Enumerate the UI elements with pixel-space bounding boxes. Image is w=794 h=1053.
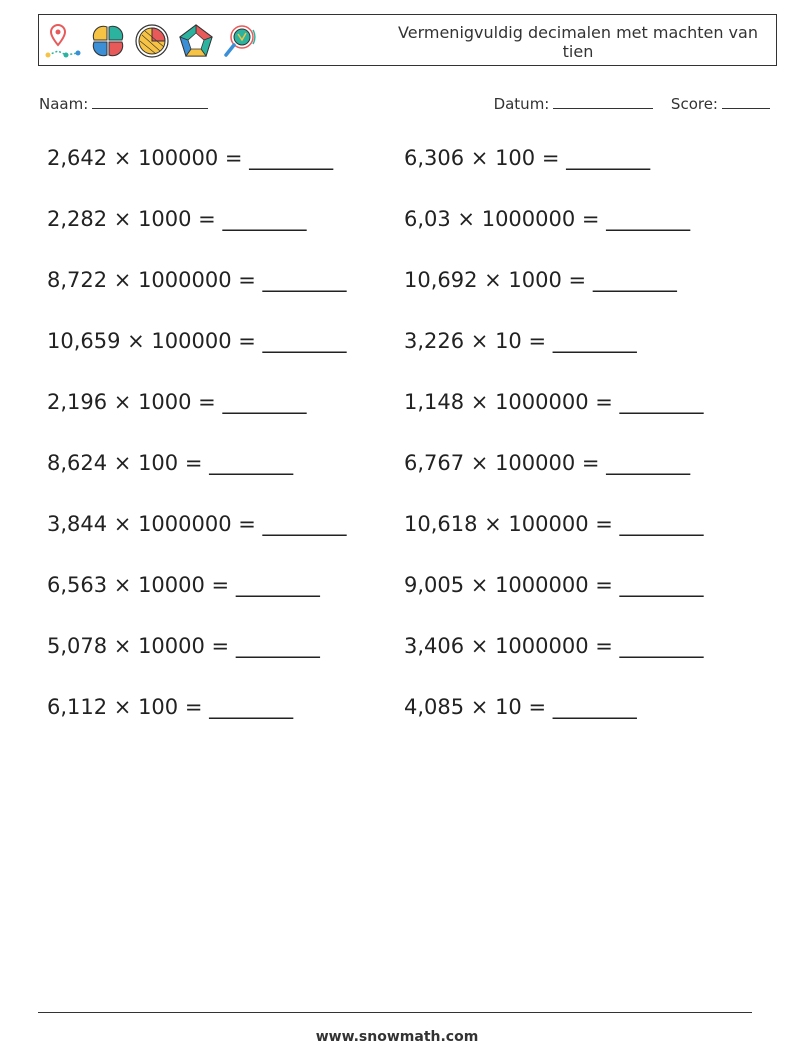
name-field: [39, 94, 208, 113]
problem: 2,196 × 1000 = ________: [47, 390, 307, 414]
name-label: Naam:: [39, 95, 89, 113]
problem: 6,306 × 100 = ________: [404, 146, 651, 170]
problem: 2,642 × 100000 = ________: [47, 146, 334, 170]
problem-row: [47, 268, 767, 329]
numbered-petals-icon: [88, 21, 128, 61]
problem: 6,767 × 100000 = ________: [404, 451, 691, 475]
problem: 4,085 × 10 = ________: [404, 695, 637, 719]
problem-row: [47, 512, 767, 573]
problem: 6,03 × 1000000 = ________: [404, 207, 691, 231]
problem-row: [47, 329, 767, 390]
problem: 3,226 × 10 = ________: [404, 329, 637, 353]
problem: 1,148 × 1000000 = ________: [404, 390, 704, 414]
problem-row: [47, 573, 767, 634]
problem: 3,844 × 1000000 = ________: [47, 512, 347, 536]
worksheet-title: Vermenigvuldig decimalen met machten van tien: [398, 23, 758, 61]
pie-chart-icon: [132, 21, 172, 61]
date-label: Datum:: [493, 95, 550, 113]
pentagon-icon: [176, 21, 216, 61]
worksheet-header: [38, 14, 777, 66]
footer-site[interactable]: www.snowmath.com: [315, 1029, 479, 1045]
score-label: Score:: [670, 95, 718, 113]
problem-row: [47, 451, 767, 512]
problem: 10,618 × 100000 = ________: [404, 512, 704, 536]
name-blank[interactable]: [92, 94, 208, 109]
problem-row: [47, 390, 767, 451]
problem: 3,406 × 1000000 = ________: [404, 634, 704, 658]
problem: 6,563 × 10000 = ________: [47, 573, 320, 597]
problem-row: [47, 146, 767, 207]
problem-row: [47, 634, 767, 695]
problem-row: [47, 207, 767, 268]
map-pin-route-icon: [44, 21, 84, 61]
magnifier-icon: [220, 21, 260, 61]
date-score-fields: [494, 94, 770, 113]
problem: 5,078 × 10000 = ________: [47, 634, 320, 658]
header-icons: [44, 20, 260, 62]
problem: 8,722 × 1000000 = ________: [47, 268, 347, 292]
problem-row: [47, 695, 767, 756]
problem-grid: [47, 146, 767, 756]
date-blank[interactable]: [553, 94, 653, 109]
score-blank[interactable]: [722, 94, 770, 109]
problem: 8,624 × 100 = ________: [47, 451, 294, 475]
problem: 10,659 × 100000 = ________: [47, 329, 347, 353]
problem: 9,005 × 1000000 = ________: [404, 573, 704, 597]
problem: 6,112 × 100 = ________: [47, 695, 294, 719]
problem: 2,282 × 1000 = ________: [47, 207, 307, 231]
footer-divider: [38, 1012, 752, 1013]
problem: 10,692 × 1000 = ________: [404, 268, 677, 292]
